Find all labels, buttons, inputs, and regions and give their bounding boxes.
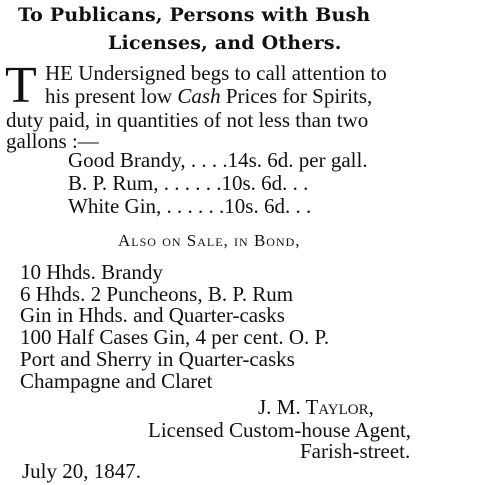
signature-title: Licensed Custom-house Agent, xyxy=(148,418,412,442)
bond-item-4: 100 Half Cases Gin, 4 per cent. O. P. xyxy=(20,325,330,349)
bond-item-1: 10 Hhds. Brandy xyxy=(20,260,163,284)
price-line-rum: B. P. Rum, . . . . . .10s. 6d. . . xyxy=(68,171,309,195)
heading-line-1: To Publicans, Persons with Bush xyxy=(18,4,371,26)
bond-item-6: Champagne and Claret xyxy=(20,369,213,393)
price-line-brandy: Good Brandy, . . . .14s. 6d. per gall. xyxy=(68,148,368,172)
price-line-gin: White Gin, . . . . . .10s. 6d. . . xyxy=(68,194,312,218)
intro-line-2 xyxy=(45,86,372,107)
signature-address: Farish-street. xyxy=(300,439,411,463)
intro-line-2-end: Prices for Spirits, xyxy=(220,84,373,108)
date-line: July 20, 1847. xyxy=(22,459,142,483)
signature-name: J. M. Taylor, xyxy=(258,395,374,419)
heading-line-2: Licenses, and Others. xyxy=(108,32,342,54)
intro-cash-word: Cash xyxy=(177,84,221,108)
intro-line-3: duty paid, in quantities of not less than two xyxy=(6,108,369,132)
bond-item-3: Gin in Hhds. and Quarter-casks xyxy=(20,303,285,327)
bond-item-5: Port and Sherry in Quarter-casks xyxy=(20,347,295,371)
intro-line-2-start: his present low xyxy=(45,84,178,108)
bond-heading: Also on Sale, in Bond, xyxy=(118,231,301,250)
intro-line-1: HE Undersigned begs to call attention to xyxy=(45,61,387,85)
bond-item-2: 6 Hhds. 2 Puncheons, B. P. Rum xyxy=(20,282,294,306)
intro-line-4: gallons :— xyxy=(6,129,99,153)
drop-cap: T xyxy=(5,57,37,114)
